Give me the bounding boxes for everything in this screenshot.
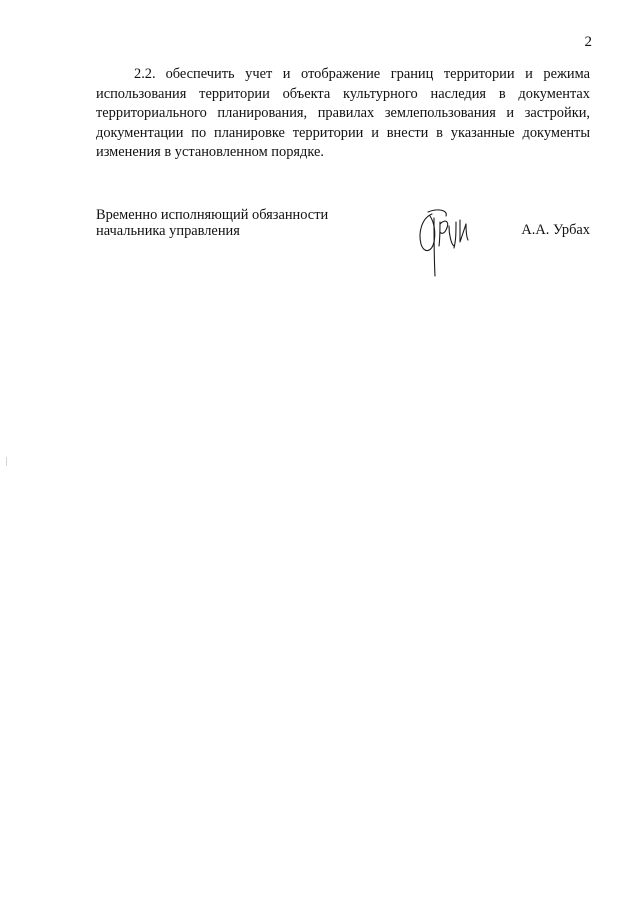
clause-number: 2.2. — [134, 66, 156, 82]
clause-line-2: использования территории объекта культурного наследия в документах — [96, 85, 590, 102]
signer-position — [96, 208, 328, 239]
signer-position-line-2: начальника управления — [96, 222, 240, 239]
clause-line-3: территориального планирования, правилах землепользования и застройки, — [96, 105, 590, 122]
clause-text-line: обеспечить учет и отображение границ территории и режима — [165, 66, 590, 82]
handwritten-signature — [412, 204, 478, 278]
clause-line-1 — [96, 65, 590, 85]
signer-name: А.А. Урбах — [521, 222, 590, 238]
signature-block — [96, 208, 590, 288]
clause-paragraph — [96, 65, 590, 163]
clause-line-5: изменения в установленном порядке. — [96, 144, 324, 161]
signer-position-line-1: Временно исполняющий обязанности — [96, 207, 329, 223]
clause-line-4: документации по планировке территории и внести в указанные документы — [96, 124, 590, 141]
scan-artifact — [6, 457, 7, 466]
page-number: 2 — [584, 34, 592, 50]
